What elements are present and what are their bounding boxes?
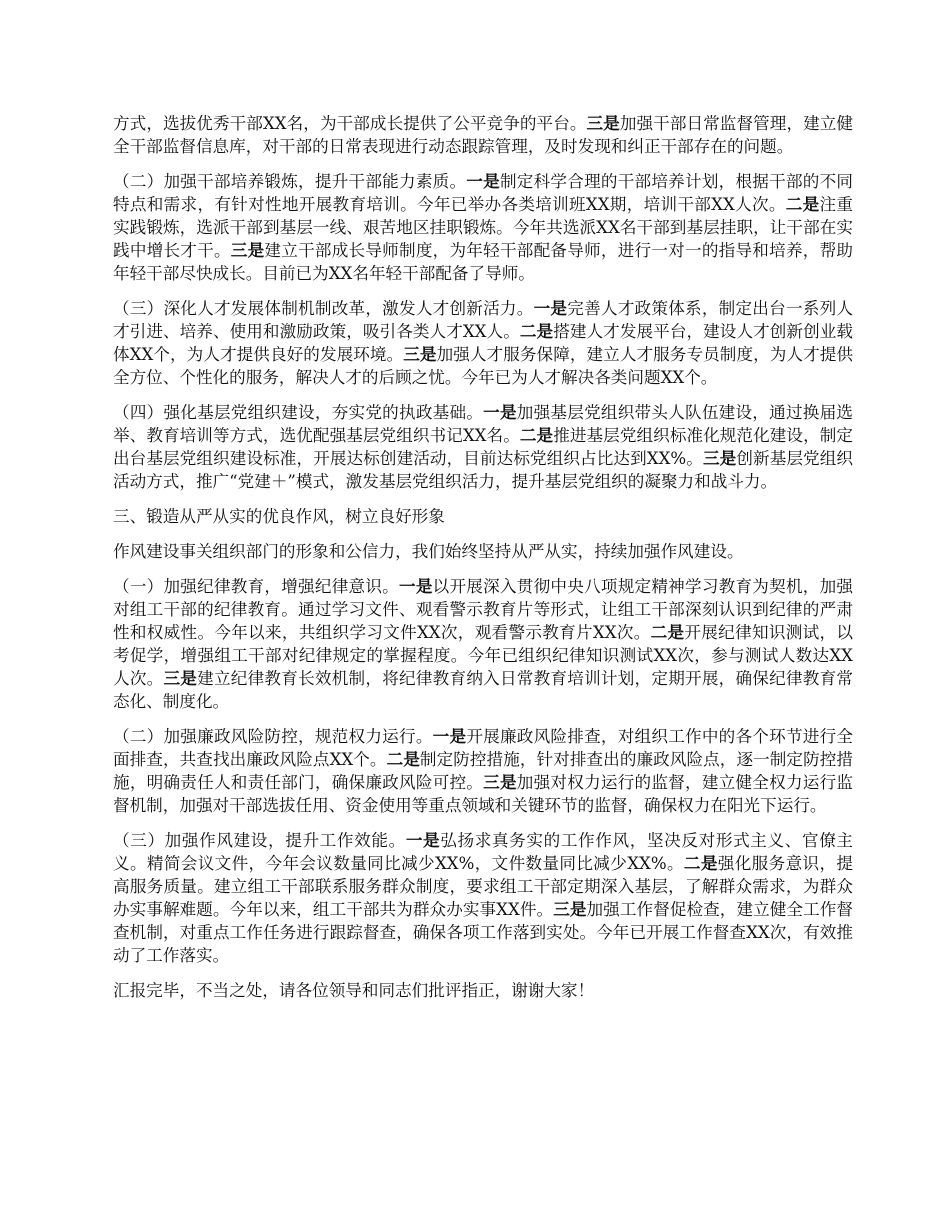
bold-lead-text: 三是 — [702, 448, 737, 468]
paragraph-text: 加强基层党组织带头人队伍建设，通过换届选举、教育培训等方式，选优配强基层党组织书记XX名。 — [113, 403, 854, 445]
paragraph — [113, 505, 853, 528]
paragraph — [113, 575, 853, 713]
paragraph — [113, 112, 853, 158]
paragraph-text: 弘扬求真务实的工作作风，坚决反对形式主义、官僚主义。精简会议文件，今年会议数量同比减少XX%，文件数量同比减少XX%。 — [113, 831, 854, 873]
paragraph-text: 开展廉政风险排查，对组织工作中的各个环节进行全面排查，共查找出廉政风险点XX个。 — [113, 727, 854, 769]
bold-lead-text: 一是 — [405, 830, 441, 850]
paragraph-text: 汇报完毕，不当之处，请各位领导和同志们批评指正，谢谢大家！ — [113, 981, 595, 1000]
bold-lead-text: 一是 — [399, 576, 433, 596]
paragraph-text: （三）深化人才发展体制机制改革，激发人才创新活力。 — [113, 299, 534, 318]
paragraph — [113, 297, 853, 389]
bold-lead-text: 一是 — [432, 726, 467, 746]
bold-lead-text: 三是 — [553, 899, 587, 919]
paragraph-text: 制定科学合理的干部培养计划，根据干部的不同特点和需求，有针对性地开展教育培训。今年已举办各类培训班XX期，培训干部XX人次。 — [113, 172, 854, 214]
document-body — [113, 112, 853, 1014]
paragraph-text: 以开展深入贯彻中央八项规定精神学习教育为契机，加强对组工干部的纪律教育。通过学习文件、观看警示教育片等形式，让组工干部深刻认识到纪律的严肃性和权威性。今年以来，共组织学习文件XX次，观看警示教育片XX次。 — [113, 577, 854, 642]
bold-lead-text: 三是 — [230, 240, 265, 260]
paragraph-text: 注重实践锻炼，选派干部到基层一线、艰苦地区挂职锻炼。今年共选派XX名干部到基层挂职，让干部在实践中增长才干。 — [113, 195, 853, 260]
paragraph-text: （一）加强纪律教育，增强纪律意识。 — [113, 577, 399, 596]
bold-lead-text: 三是 — [403, 344, 437, 364]
bold-lead-text: 二是 — [785, 194, 820, 214]
paragraph — [113, 979, 853, 1002]
paragraph-text: 完善人才政策体系，制定出台一系列人才引进、培养、使用和激励政策，吸引各类人才XX人。 — [113, 299, 854, 341]
paragraph-text: 创新基层党组织活动方式，推广“党建＋”模式，激发基层党组织活力，提升基层党组织的凝聚力和战斗力。 — [113, 449, 854, 491]
paragraph-text: 搭建人才发展平台，建设人才创新创业载体XX个，为人才提供良好的发展环境。 — [113, 322, 854, 364]
paragraph-text: 制定防控措施，针对排查出的廉政风险点，逐一制定防控措施，明确责任人和责任部门，确保廉政风险可控。 — [113, 750, 854, 792]
paragraph-text: 强化服务意识，提高服务质量。建立组工干部联系服务群众制度，要求组工干部定期深入基层，了解群众需求，为群众办实事解难题。今年以来，组工干部共为群众办实事XX件。 — [113, 854, 854, 919]
paragraph-text: 建立纪律教育长效机制，将纪律教育纳入日常教育培训计划，定期开展，确保纪律教育常态化、制度化。 — [113, 669, 854, 711]
paragraph-text: 推进基层党组织标准化规范化建设，制定出台基层党组织建设标准，开展达标创建活动，目前达标党组织占比达到XX%。 — [113, 426, 854, 468]
paragraph — [113, 401, 853, 493]
paragraph-text: （三）加强作风建设，提升工作效能。 — [113, 831, 406, 850]
bold-lead-text: 三是 — [586, 113, 620, 133]
paragraph-text: 加强干部日常监督管理，建立健全干部监督信息库，对干部的日常表现进行动态跟踪管理，及时发现和纠正干部存在的问题。 — [113, 114, 854, 156]
bold-lead-text: 二是 — [683, 853, 718, 873]
paragraph — [113, 170, 853, 285]
bold-lead-text: 一是 — [483, 402, 517, 422]
paragraph-text: 三、锻造从严从实的优良作风，树立良好形象 — [113, 507, 445, 526]
bold-lead-text: 一是 — [466, 171, 500, 191]
paragraph-text: 作风建设事关组织部门的形象和公信力，我们始终坚持从严从实，持续加强作风建设。 — [113, 542, 744, 561]
paragraph-text: （二）加强廉政风险防控，规范权力运行。 — [113, 727, 433, 746]
bold-lead-text: 一是 — [533, 298, 568, 318]
paragraph — [113, 540, 853, 563]
paragraph-text: 加强对权力运行的监督，建立健全权力运行监督机制，加强对干部选拔任用、资金使用等重点领域和关键环节的监督，确保权力在阳光下运行。 — [113, 773, 854, 815]
bold-lead-text: 三是 — [483, 772, 517, 792]
bold-lead-text: 二是 — [519, 321, 554, 341]
paragraph-text: 建立干部成长导师制度，为年轻干部配备导师，进行一对一的指导和培养，帮助年轻干部尽快成长。目前已为XX名年轻干部配备了导师。 — [113, 241, 854, 283]
paragraph — [113, 829, 853, 967]
bold-lead-text: 二是 — [386, 749, 420, 769]
paragraph-text: （四）强化基层党组织建设，夯实党的执政基础。 — [113, 403, 484, 422]
bold-lead-text: 二是 — [519, 425, 554, 445]
paragraph-text: 开展纪律知识测试，以考促学，增强组工干部对纪律规定的掌握程度。今年已组织纪律知识测试XX次，参与测试人数达XX人次。 — [113, 623, 853, 688]
paragraph-text: 方式，选拔优秀干部XX名，为干部成长提供了公平竞争的平台。 — [113, 114, 587, 133]
paragraph — [113, 725, 853, 817]
paragraph-text: 加强人才服务保障，建立人才服务专员制度，为人才提供全方位、个性化的服务，解决人才的后顾之忧。今年已为人才解决各类问题XX个。 — [113, 345, 853, 387]
bold-lead-text: 三是 — [163, 668, 198, 688]
paragraph-text: （二）加强干部培养锻炼，提升干部能力素质。 — [113, 172, 467, 191]
paragraph-text: 加强工作督促检查，建立健全工作督查机制，对重点工作任务进行跟踪督查，确保各项工作落到实处。今年已开展工作督查XX次，有效推动了工作落实。 — [113, 900, 854, 965]
bold-lead-text: 二是 — [650, 622, 685, 642]
